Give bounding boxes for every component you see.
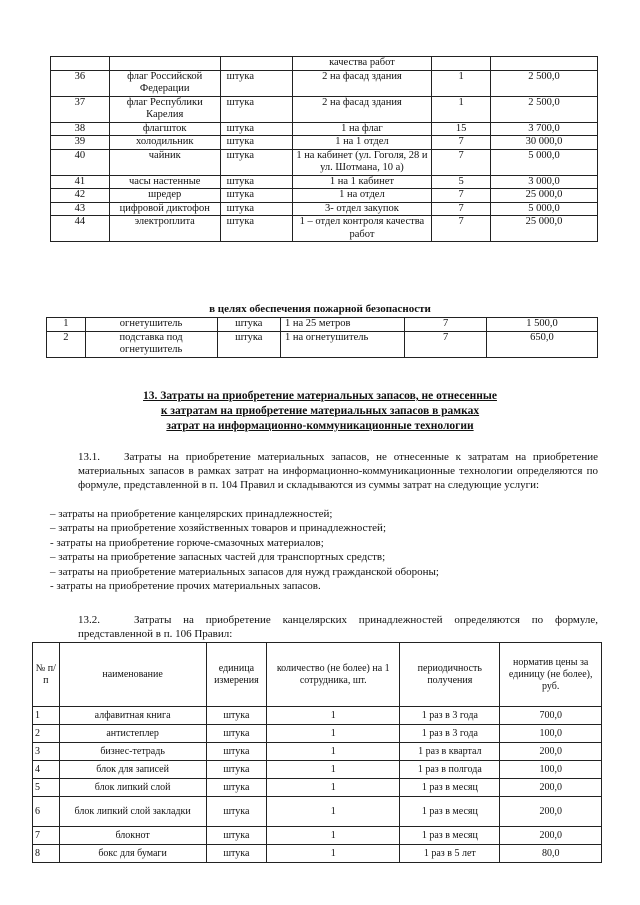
header-unit: единица измерения (206, 643, 267, 707)
cell-num: 2 (33, 725, 60, 743)
header-qty: количество (не более) на 1 сотрудника, шт. (267, 643, 400, 707)
cell-price: 2 500,0 (491, 70, 598, 96)
list-item: - затраты на приобретение прочих материальных запасов. (50, 580, 321, 593)
cell-unit: штука (206, 725, 267, 743)
cell-num: 40 (51, 149, 110, 175)
cell-norm: 3- отдел закупок (292, 202, 432, 216)
section-title-line: затрат на информационно-коммуникационные технологии (166, 420, 474, 432)
cell-num: 1 (47, 318, 86, 332)
cell-unit: штука (220, 189, 292, 203)
list-item: – затраты на приобретение канцелярских принадлежностей; (50, 508, 333, 520)
cell-price: 650,0 (486, 331, 597, 357)
cell-qty: 7 (405, 331, 487, 357)
cell-name: блок липкий слой (59, 779, 206, 797)
cell-num: 42 (51, 189, 110, 203)
cell-qty: 7 (432, 202, 491, 216)
cell-qty: 7 (432, 136, 491, 150)
cell-unit: штука (220, 70, 292, 96)
cell-qty: 1 (432, 96, 491, 122)
cell-num: 37 (51, 96, 110, 122)
cell-period: 1 раз в 3 года (400, 725, 500, 743)
stationery-table (32, 642, 602, 863)
cell-unit: штука (220, 175, 292, 189)
cell-num: 2 (47, 331, 86, 357)
paragraph-text: Затраты на приобретение канцелярских принадлежностей определяются по формуле, представленной в п. 106 Правил: (78, 614, 598, 640)
cell-norm: 1 на флаг (292, 122, 432, 136)
cell-period: 1 раз в месяц (400, 827, 500, 845)
table-row (51, 96, 598, 122)
cell-name: подставка под огнетушитель (85, 331, 217, 357)
cell-unit: штука (206, 761, 267, 779)
cell-norm: 1 на огнетушитель (281, 331, 405, 357)
cell-num: 4 (33, 761, 60, 779)
cell-price: 200,0 (500, 827, 602, 845)
cell-qty: 1 (267, 779, 400, 797)
table-row (51, 136, 598, 150)
cell-price: 3 000,0 (491, 175, 598, 189)
cell-name: часы настенные (109, 175, 220, 189)
cell-name: блокнот (59, 827, 206, 845)
cell-price: 25 000,0 (491, 216, 598, 242)
table-row (47, 331, 598, 357)
cell-period: 1 раз в месяц (400, 779, 500, 797)
continuation-cell: качества работ (292, 57, 432, 71)
header-name: наименование (59, 643, 206, 707)
table-row (51, 149, 598, 175)
table-row (33, 725, 602, 743)
table-row (51, 70, 598, 96)
paragraph-number: 13.1. (78, 451, 100, 463)
cell-norm: 1 на 1 кабинет (292, 175, 432, 189)
table-row (51, 122, 598, 136)
cell-qty: 1 (267, 827, 400, 845)
cell-price: 1 500,0 (486, 318, 597, 332)
cell-unit: штука (220, 216, 292, 242)
cell-price: 5 000,0 (491, 149, 598, 175)
cell-price: 2 500,0 (491, 96, 598, 122)
section-title-line: 13. Затраты на приобретение материальных запасов, не отнесенные (143, 390, 497, 402)
cell-qty: 7 (405, 318, 487, 332)
table-row (33, 845, 602, 863)
cell-num: 39 (51, 136, 110, 150)
fire-safety-table (46, 317, 598, 358)
header-period: периодичность получения (400, 643, 500, 707)
cell-period: 1 раз в 5 лет (400, 845, 500, 863)
paragraph-13-2 (78, 613, 598, 641)
cell-unit: штука (206, 743, 267, 761)
cell-name: цифровой диктофон (109, 202, 220, 216)
cell-name: бокс для бумаги (59, 845, 206, 863)
cell-name: флаг Российской Федерации (109, 70, 220, 96)
cell-price: 200,0 (500, 743, 602, 761)
cell-qty: 7 (432, 149, 491, 175)
cell-num: 8 (33, 845, 60, 863)
cell-unit: штука (217, 318, 281, 332)
cell-num: 43 (51, 202, 110, 216)
cell-unit: штука (220, 202, 292, 216)
cell-name: блок липкий слой закладки (59, 797, 206, 827)
cell-qty: 1 (267, 725, 400, 743)
cell-unit: штука (206, 845, 267, 863)
cell-unit: штука (206, 797, 267, 827)
table-row (33, 797, 602, 827)
table-row (33, 761, 602, 779)
table-row (51, 202, 598, 216)
cell-name: электроплита (109, 216, 220, 242)
cell-qty: 1 (267, 707, 400, 725)
cell-price: 200,0 (500, 779, 602, 797)
cell-num: 36 (51, 70, 110, 96)
paragraph-13-1 (78, 450, 598, 492)
cell-unit: штука (206, 779, 267, 797)
table-row (47, 318, 598, 332)
cell-period: 1 раз в полгода (400, 761, 500, 779)
cell-unit: штука (220, 149, 292, 175)
cell-name: антистеплер (59, 725, 206, 743)
cell-price: 100,0 (500, 725, 602, 743)
cell-num: 1 (33, 707, 60, 725)
cell-price: 100,0 (500, 761, 602, 779)
table-row (33, 707, 602, 725)
cell-num: 5 (33, 779, 60, 797)
table-row (33, 779, 602, 797)
cell-name: алфавитная книга (59, 707, 206, 725)
cell-num: 44 (51, 216, 110, 242)
cell-num: 6 (33, 797, 60, 827)
cell-num: 41 (51, 175, 110, 189)
cell-unit: штука (206, 827, 267, 845)
cell-price: 200,0 (500, 797, 602, 827)
table-row (33, 743, 602, 761)
cell-qty: 1 (432, 70, 491, 96)
table-row (51, 57, 598, 71)
cell-unit: штука (206, 707, 267, 725)
table-row (51, 175, 598, 189)
cell-price: 25 000,0 (491, 189, 598, 203)
cell-qty: 15 (432, 122, 491, 136)
cell-qty: 7 (432, 189, 491, 203)
cell-period: 1 раз в квартал (400, 743, 500, 761)
cell-num: 3 (33, 743, 60, 761)
cell-price: 5 000,0 (491, 202, 598, 216)
cell-period: 1 раз в 3 года (400, 707, 500, 725)
cell-period: 1 раз в месяц (400, 797, 500, 827)
cell-name: бизнес-тетрадь (59, 743, 206, 761)
table-row (33, 827, 602, 845)
cell-norm: 1 на 25 метров (281, 318, 405, 332)
header-price: норматив цены за единицу (не более), руб. (500, 643, 602, 707)
table-row (51, 189, 598, 203)
cell-norm: 2 на фасад здания (292, 96, 432, 122)
cell-name: блок для записей (59, 761, 206, 779)
cell-norm: 1 на кабинет (ул. Гоголя, 28 и ул. Шотмана, 10 а) (292, 149, 432, 175)
cell-price: 700,0 (500, 707, 602, 725)
section-title (0, 389, 640, 434)
cell-unit: штука (220, 136, 292, 150)
cell-name: огнетушитель (85, 318, 217, 332)
cell-name: чайник (109, 149, 220, 175)
list-item: – затраты на приобретение материальных запасов для нужд гражданской обороны; (50, 565, 439, 578)
list-item: – затраты на приобретение хозяйственных товаров и принадлежностей; (50, 522, 386, 535)
cell-name: флагшток (109, 122, 220, 136)
section-title-line: к затратам на приобретение материальных запасов в рамках (160, 405, 480, 417)
cell-qty: 5 (432, 175, 491, 189)
cell-qty: 7 (432, 216, 491, 242)
cell-name: флаг Республики Карелия (109, 96, 220, 122)
cell-num: 38 (51, 122, 110, 136)
header-num: № п/п (33, 643, 60, 707)
cell-unit: штука (220, 96, 292, 122)
fire-safety-heading: в целях обеспечения пожарной безопасности (209, 303, 431, 315)
cost-list (50, 507, 610, 593)
cell-qty: 1 (267, 743, 400, 761)
cell-qty: 1 (267, 845, 400, 863)
cell-name: шредер (109, 189, 220, 203)
cell-qty: 1 (267, 761, 400, 779)
equipment-table (50, 56, 598, 242)
cell-norm: 1 – отдел контроля качества работ (292, 216, 432, 242)
cell-price: 3 700,0 (491, 122, 598, 136)
paragraph-number: 13.2. (78, 614, 100, 626)
list-item: – затраты на приобретение запасных частей для транспортных средств; (50, 551, 386, 564)
cell-norm: 2 на фасад здания (292, 70, 432, 96)
table-row (51, 216, 598, 242)
cell-norm: 1 на 1 отдел (292, 136, 432, 150)
cell-norm: 1 на отдел (292, 189, 432, 203)
cell-price: 30 000,0 (491, 136, 598, 150)
table-header-row (33, 643, 602, 707)
cell-qty: 1 (267, 797, 400, 827)
cell-price: 80,0 (500, 845, 602, 863)
list-item: - затраты на приобретение горюче-смазочных материалов; (50, 536, 324, 549)
paragraph-text: Затраты на приобретение материальных запасов, не отнесенные к затратам на приобретение материальных запасов в рамках затрат на информационно-коммуникационные технологии определяются по формуле, представленной в п. 104 Правил и складываются из суммы затрат на следующие услуги: (78, 451, 598, 491)
cell-unit: штука (220, 122, 292, 136)
cell-name: холодильник (109, 136, 220, 150)
cell-unit: штука (217, 331, 281, 357)
cell-num: 7 (33, 827, 60, 845)
